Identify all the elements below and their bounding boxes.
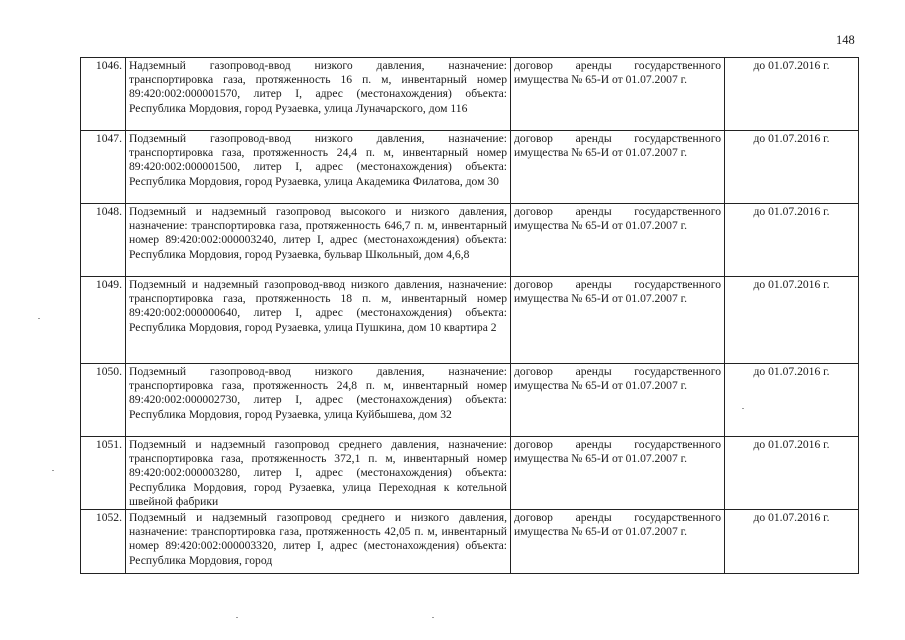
row-number: 1047. bbox=[81, 131, 126, 204]
scan-artifact bbox=[236, 617, 238, 618]
lease-agreement: договор аренды государственного имущества № 65-И от 01.07.2007 г. bbox=[511, 364, 725, 437]
row-number: 1048. bbox=[81, 204, 126, 277]
lease-agreement: договор аренды государственного имущества № 65-И от 01.07.2007 г. bbox=[511, 131, 725, 204]
table-row bbox=[81, 437, 859, 510]
table-row bbox=[81, 58, 859, 131]
row-number: 1050. bbox=[81, 364, 126, 437]
scan-artifact bbox=[52, 470, 54, 471]
object-description: Подземный и надземный газопровод среднего давления, назначение: транспортировка газа, протяженность 372,1 п. м, инвентарный номер 89:420:002:000003280, литер I, адрес (местонахождения) объекта: Республика Мордовия, город Рузаевка, улица Переходная к котельной швейной фабрики bbox=[126, 437, 511, 510]
object-description: Подземный газопровод-ввод низкого давления, назначение: транспортировка газа, протяженность 24,4 п. м, инвентарный номер 89:420:002:000001500, литер I, адрес (местонахождения) объекта: Республика Мордовия, город Рузаевка, улица Академика Филатова, дом 30 bbox=[126, 131, 511, 204]
scan-artifact bbox=[742, 408, 744, 409]
term-date: до 01.07.2016 г. bbox=[725, 364, 859, 437]
table-row bbox=[81, 131, 859, 204]
property-registry-table bbox=[80, 57, 859, 574]
scan-artifact bbox=[432, 617, 434, 618]
term-date: до 01.07.2016 г. bbox=[725, 204, 859, 277]
term-date: до 01.07.2016 г. bbox=[725, 437, 859, 510]
lease-agreement: договор аренды государственного имущества № 65-И от 01.07.2007 г. bbox=[511, 204, 725, 277]
row-number: 1049. bbox=[81, 277, 126, 364]
row-number: 1051. bbox=[81, 437, 126, 510]
lease-agreement: договор аренды государственного имущества № 65-И от 01.07.2007 г. bbox=[511, 277, 725, 364]
term-date: до 01.07.2016 г. bbox=[725, 510, 859, 574]
page-number: 148 bbox=[836, 33, 855, 47]
object-description: Подземный и надземный газопровод высокого и низкого давления, назначение: транспортировка газа, протяженность 646,7 п. м, инвентарный номер 89:420:002:000003240, литер I, адрес (местонахождения) объекта: Республика Мордовия, город Рузаевка, бульвар Школьный, дом 4,6,8 bbox=[126, 204, 511, 277]
table-row bbox=[81, 364, 859, 437]
term-date: до 01.07.2016 г. bbox=[725, 277, 859, 364]
object-description: Подземный и надземный газопровод среднего и низкого давления, назначение: транспортировка газа, протяженность 42,05 п. м, инвентарный номер 89:420:002:000003320, литер I, адрес (местонахождения) объекта: Республика Мордовия, город bbox=[126, 510, 511, 574]
table-row bbox=[81, 510, 859, 574]
object-description: Надземный газопровод-ввод низкого давления, назначение: транспортировка газа, протяженность 16 п. м, инвентарный номер 89:420:002:000001570, литер I, адрес (местонахождения) объекта: Республика Мордовия, город Рузаевка, улица Луначарского, дом 116 bbox=[126, 58, 511, 131]
lease-agreement: договор аренды государственного имущества № 65-И от 01.07.2007 г. bbox=[511, 437, 725, 510]
lease-agreement: договор аренды государственного имущества № 65-И от 01.07.2007 г. bbox=[511, 510, 725, 574]
object-description: Подземный газопровод-ввод низкого давления, назначение: транспортировка газа, протяженность 24,8 п. м, инвентарный номер 89:420:002:000002730, литер I, адрес (местонахождения) объекта: Республика Мордовия, город Рузаевка, улица Куйбышева, дом 32 bbox=[126, 364, 511, 437]
term-date: до 01.07.2016 г. bbox=[725, 131, 859, 204]
row-number: 1052. bbox=[81, 510, 126, 574]
object-description: Подземный и надземный газопровод-ввод низкого давления, назначение: транспортировка газа, протяженность 18 п. м, инвентарный номер 89:420:002:000000640, литер I, адрес (местонахождения) объекта: Республика Мордовия, город Рузаевка, улица Пушкина, дом 10 квартира 2 bbox=[126, 277, 511, 364]
table-row bbox=[81, 204, 859, 277]
table-row bbox=[81, 277, 859, 364]
row-number: 1046. bbox=[81, 58, 126, 131]
term-date: до 01.07.2016 г. bbox=[725, 58, 859, 131]
lease-agreement: договор аренды государственного имущества № 65-И от 01.07.2007 г. bbox=[511, 58, 725, 131]
scan-artifact bbox=[38, 318, 40, 319]
